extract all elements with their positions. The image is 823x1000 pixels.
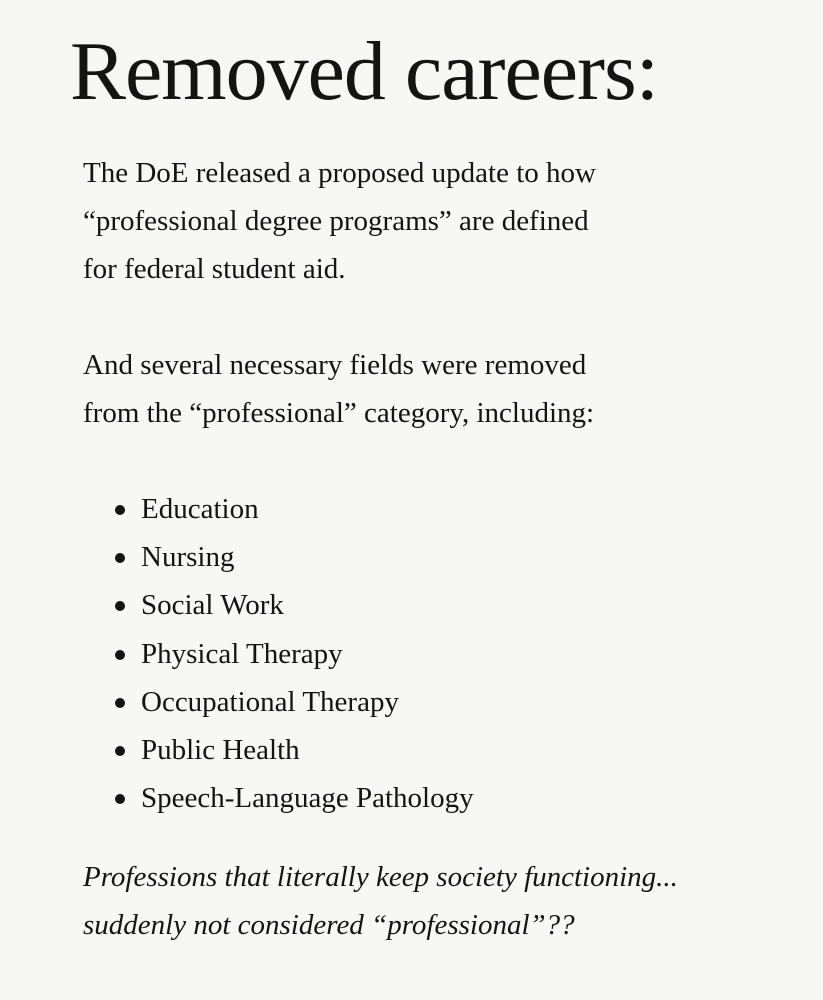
- bullet-icon: [115, 794, 125, 804]
- bullet-icon: [115, 601, 125, 611]
- bullet-icon: [115, 505, 125, 515]
- list-item-physical-therapy: [113, 630, 474, 678]
- list-item-public-health: [113, 726, 474, 774]
- removed-intro-line: And several necessary fields were removed: [83, 349, 587, 381]
- list-item-occupational-therapy: [113, 678, 474, 726]
- removed-intro-line: from the “professional” category, including:: [83, 397, 595, 429]
- bullet-icon: [115, 698, 125, 708]
- intro-line: The DoE released a proposed update to how: [83, 157, 596, 189]
- intro-paragraph: [83, 149, 596, 293]
- list-item-speech-language-pathology: [113, 774, 474, 822]
- closing-line: suddenly not considered “professional”??: [83, 909, 575, 941]
- intro-line: “professional degree programs” are defined: [83, 205, 589, 237]
- list-item-label: Public Health: [141, 734, 300, 767]
- closing-remark: [83, 853, 678, 949]
- removed-fields-intro: [83, 341, 594, 437]
- page-title: Removed careers:: [70, 25, 659, 118]
- intro-line: for federal student aid.: [83, 253, 346, 285]
- list-item-education: [113, 485, 474, 533]
- removed-fields-list: [113, 485, 474, 822]
- bullet-icon: [115, 650, 125, 660]
- list-item-nursing: [113, 533, 474, 581]
- list-item-label: Social Work: [141, 589, 284, 622]
- list-item-label: Nursing: [141, 541, 235, 574]
- list-item-label: Occupational Therapy: [141, 685, 399, 718]
- list-item-social-work: [113, 581, 474, 629]
- list-item-label: Speech-Language Pathology: [141, 782, 474, 815]
- list-item-label: Physical Therapy: [141, 637, 343, 670]
- bullet-icon: [115, 553, 125, 563]
- bullet-icon: [115, 746, 125, 756]
- list-item-label: Education: [141, 493, 259, 525]
- closing-line: Professions that literally keep society functioning...: [83, 861, 678, 893]
